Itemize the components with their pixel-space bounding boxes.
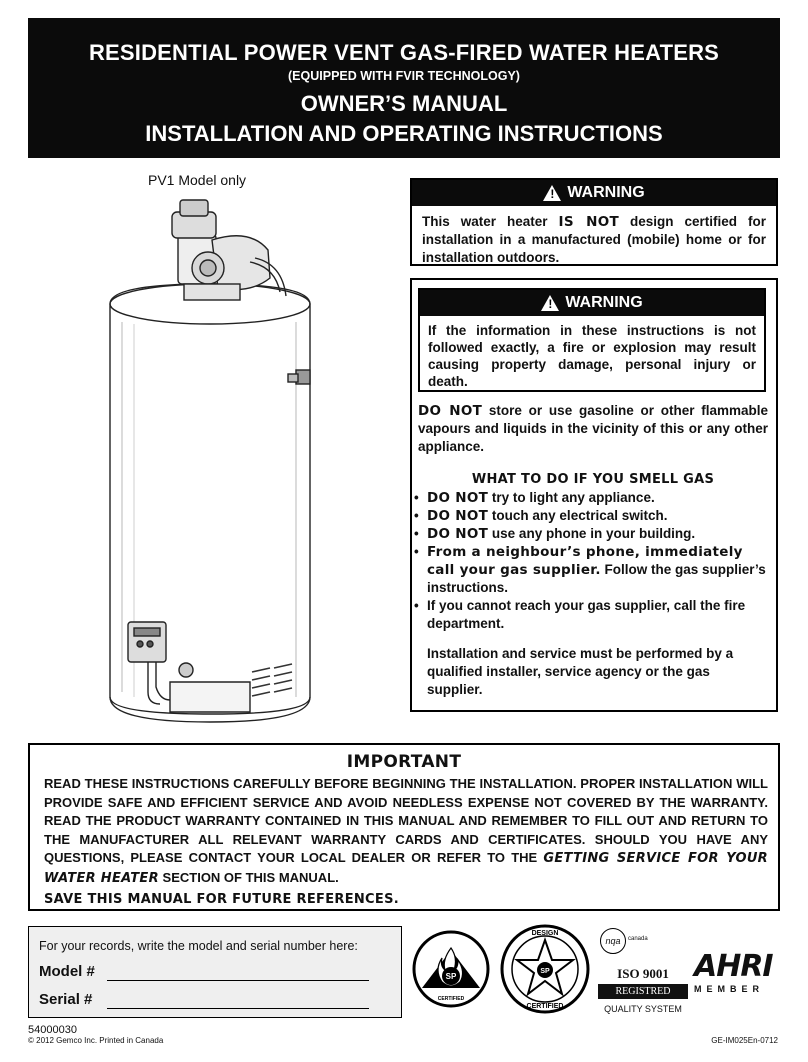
serial-number-line[interactable] <box>107 1007 369 1009</box>
instructions-title: INSTALLATION AND OPERATING INSTRUCTIONS <box>145 121 663 146</box>
important-text: READ THESE INSTRUCTIONS CAREFULLY BEFORE BEGINNING THE INSTALLATION. PROPER INSTALLATION WILL PROVIDE SAFE AND EFFICIENT SERVICE AND AVOID NEEDLESS EXPENSE NOT COVERED BY THE WARRANTY. READ THE PRODUCT WARRANTY CONTAINED IN THIS MANUAL AND REMEMBER TO FILL OUT AND RETURN TO THE MANUFACTURER ALL RELEVANT WARRANTY CARDS AND CERTIFICATES. SHOULD YOU HAVE ANY QUESTIONS, PLEASE CONTACT YOUR LOCAL DEALER OR REFER TO THE GETTING SERVICE FOR YOUR WATER HEATER SECTION OF THIS MANUAL. <box>44 776 768 886</box>
warning-text: This water heater IS NOT design certified for installation in a manufactured (mobile) home or for installation outdoors. <box>422 214 766 265</box>
important-title: IMPORTANT <box>346 752 462 772</box>
serial-label: Serial # <box>39 991 93 1008</box>
list-item: • If you cannot reach your gas supplier, call the fire department. <box>414 598 746 631</box>
document-code: GE-IM025En-0712 <box>711 1036 778 1045</box>
ahri-member-label: MEMBER <box>694 984 764 994</box>
do-not-store-text: DO NOT store or use gasoline or other flammable vapours and liquids in the vicinity of this or any other appliance. <box>418 403 768 454</box>
warning-text: If the information in these instructions is not followed exactly, a fire or explosion may result causing property damage, personal injury or death. <box>428 323 756 389</box>
image-caption: PV1 Model only <box>148 172 247 188</box>
installation-note: Installation and service must be performed by a qualified installer, service agency or the gas supplier. <box>427 646 734 697</box>
warning-header <box>412 180 776 206</box>
csa-certified-label: CERTIFIED <box>437 996 465 1002</box>
model-number-line[interactable] <box>107 979 369 981</box>
model-label: Model # <box>39 963 95 980</box>
nqa-country: canada <box>628 936 648 942</box>
list-item: • DO NOT use any phone in your building. <box>414 526 696 542</box>
svg-text:SP: SP <box>540 968 550 975</box>
emphasis-do-not: DO NOT <box>418 403 483 419</box>
manufactured-home-warning <box>410 178 778 266</box>
design-label: DESIGN <box>531 930 559 937</box>
warning-label: WARNING <box>565 294 643 311</box>
fire-explosion-warning <box>418 288 766 392</box>
service-section-reference: GETTING SERVICE FOR YOUR WATER HEATER <box>44 851 768 886</box>
warning-triangle-icon: ! <box>543 185 561 201</box>
nqa-mark: nqa <box>600 928 626 954</box>
save-manual-text: SAVE THIS MANUAL FOR FUTURE REFERENCES. <box>44 891 399 907</box>
list-item: • DO NOT try to light any appliance. <box>414 490 655 506</box>
ahri-member-logo <box>694 949 780 1002</box>
nqa-iso-logo <box>598 928 688 1018</box>
warning-label: WARNING <box>567 184 645 201</box>
important-section <box>28 743 780 911</box>
emphasis-is-not: IS NOT <box>558 214 619 230</box>
design-certified-logo <box>500 924 590 1014</box>
copyright-text: © 2012 Gemco Inc. Printed in Canada <box>28 1036 164 1045</box>
iso-label: ISO 9001 <box>617 966 669 981</box>
records-note: For your records, write the model and serial number here: <box>39 939 358 953</box>
list-item: • From a neighbour’s phone, immediately call your gas supplier. Follow the gas supplier’s instructions. <box>414 544 766 595</box>
smell-gas-list <box>414 489 770 633</box>
ahri-mark: AHRI <box>694 949 773 984</box>
quality-system-label: QUALITY SYSTEM <box>604 1004 682 1014</box>
warning-header <box>420 290 764 316</box>
manual-title: OWNER’S MANUAL <box>300 91 508 116</box>
document-title: RESIDENTIAL POWER VENT GAS-FIRED WATER HEATERS <box>88 40 720 65</box>
list-item: • DO NOT touch any electrical switch. <box>414 508 668 524</box>
csa-certified-logo <box>412 930 490 1008</box>
warning-triangle-icon: ! <box>541 295 559 311</box>
part-number: 54000030 <box>28 1024 77 1036</box>
smell-gas-title: WHAT TO DO IF YOU SMELL GAS <box>471 472 715 487</box>
document-header <box>28 18 780 158</box>
svg-text:SP: SP <box>445 972 457 981</box>
water-heater-illustration <box>100 192 340 732</box>
document-subtitle: (EQUIPPED WITH FVIR TECHNOLOGY) <box>288 69 520 83</box>
design-certified-label: CERTIFIED <box>526 1003 564 1010</box>
registered-label: REGISTRED <box>598 984 688 999</box>
records-box <box>28 926 402 1018</box>
